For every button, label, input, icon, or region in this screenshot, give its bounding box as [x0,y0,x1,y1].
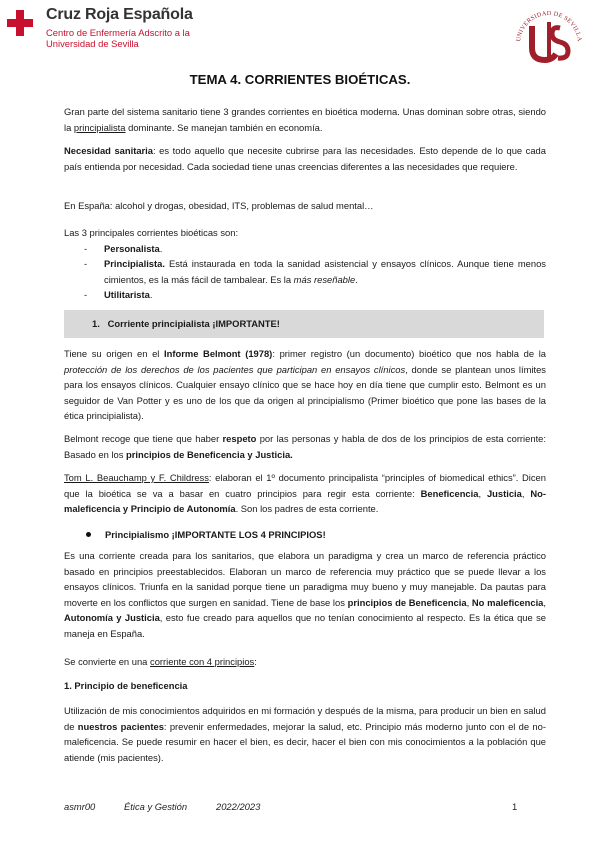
universidad-sevilla-logo [512,4,586,64]
list-item: - Utilitarista. [84,287,546,302]
respeto-paragraph: Belmont recoge que tiene que haber respeto por las personas y habla de dos de los principios de esta corriente: Basado en los principios de Beneficencia y Justicia. [64,433,546,460]
section-heading: 1. Corriente principialista ¡IMPORTANTE! [92,318,280,329]
page-number: 1 [512,801,518,812]
svg-text:UNIVERSIDAD DE SEVILLA: UNIVERSIDAD DE SEVILLA [515,9,583,42]
org-name: Cruz Roja Española [46,6,193,23]
principialismo-bullet: Principialismo ¡IMPORTANTE LOS 4 PRINCIPIOS! [86,529,326,540]
origen-paragraph: Tiene su origen en el Informe Belmont (1978): primer registro (un documento) bioético que nos habla de la protección de los derechos de los pacientes que participan en ensayos clínicos, donde se plantean unos límites para los ensayos clínicos. Cualquier ensayo clínico que se hace hoy en día tiene que cumplir esto. Belmont es un seguidor de Van Potter y es uno de los que da origen al principialismo (Primer bioético que pone las bases de la ética principialista). [64,348,546,422]
center-name: Centro de Enfermería Adscrito a la Universidad de Sevilla [46,27,190,49]
utilizacion-paragraph: Utilización de mis conocimientos adquiridos en mi formación y después de la misma, para producir un bien en salud de nuestros pacientes: prevenir enfermedades, mejorar la salud, etc. Principio más moderno junto con el de no-maleficencia. Se puede resumir en hacer el bien, es decir, hacer el bien con mis conocimientos a la población que atiende (mis pacientes). [64,705,546,763]
page-title: TEMA 4. CORRIENTES BIOÉTICAS. [189,72,411,87]
convierte-paragraph: Se convierte en una corriente con 4 principios: [64,656,257,667]
paradigma-paragraph: Es una corriente creada para los sanitarios, que elabora un paradigma y crea un marco de referencia práctico basado en principios preestablecidos. Elaboran un marco de referencia muy práctico que se puede llevar a los ensayos clínicos. Triunfa en la sanidad porque tiene un paradigma muy bueno y muy manejable. Da pautas para moverte en los conflictos que surgen en sanidad. Tiene de base los principios de Beneficencia, No maleficencia, Autonomía y Justicia, esto fue creado para aquellos que no tenían conocimiento al respecto. Es la ética que se maneja en España. [64,550,546,639]
corrientes-intro: Las 3 principales corrientes bioéticas son: [64,227,239,238]
corrientes-list [84,241,546,303]
footer-subject: Ética y Gestión [124,801,188,812]
list-item: - Personalista. [84,241,546,256]
necesidad-paragraph: Necesidad sanitaria: es todo aquello que necesite cubrirse para las necesidades. Esto depende de lo que cada país entienda por necesidad. Cada sociedad tiene unas creencias diferentes a las necesidades que requiere. [64,145,546,172]
footer-author: asmr00 [64,801,96,812]
beauchamp-paragraph: Tom L. Beauchamp y F. Childress: elaboran el 1º documento principalista “principles of biomedical ethics”. Dicen que la bioética se va a basar en cuatro principios para regir esta corriente: Beneficencia, Justicia, No-maleficencia y Principio de Autonomía. Son los padres de esta corriente. [64,472,546,515]
red-cross-icon [7,10,33,36]
list-item: - Principialista. Está instaurada en toda la sanidad asistencial y ensayos clínicos. Aunque tiene menos cimientos, es la más fácil de tambalear. Es la más reseñable. [84,256,546,287]
intro-paragraph: Gran parte del sistema sanitario tiene 3 grandes corrientes en bioética moderna. Unas dominan sobre otras, siendo la principialista dominante. Se manejan también en economía. [64,106,546,133]
principio-beneficencia-heading: 1. Principio de beneficencia [64,680,188,691]
footer-year: 2022/2023 [216,801,261,812]
bullet-icon [86,532,91,537]
espana-paragraph: En España: alcohol y drogas, obesidad, ITS, problemas de salud mental… [64,200,374,211]
